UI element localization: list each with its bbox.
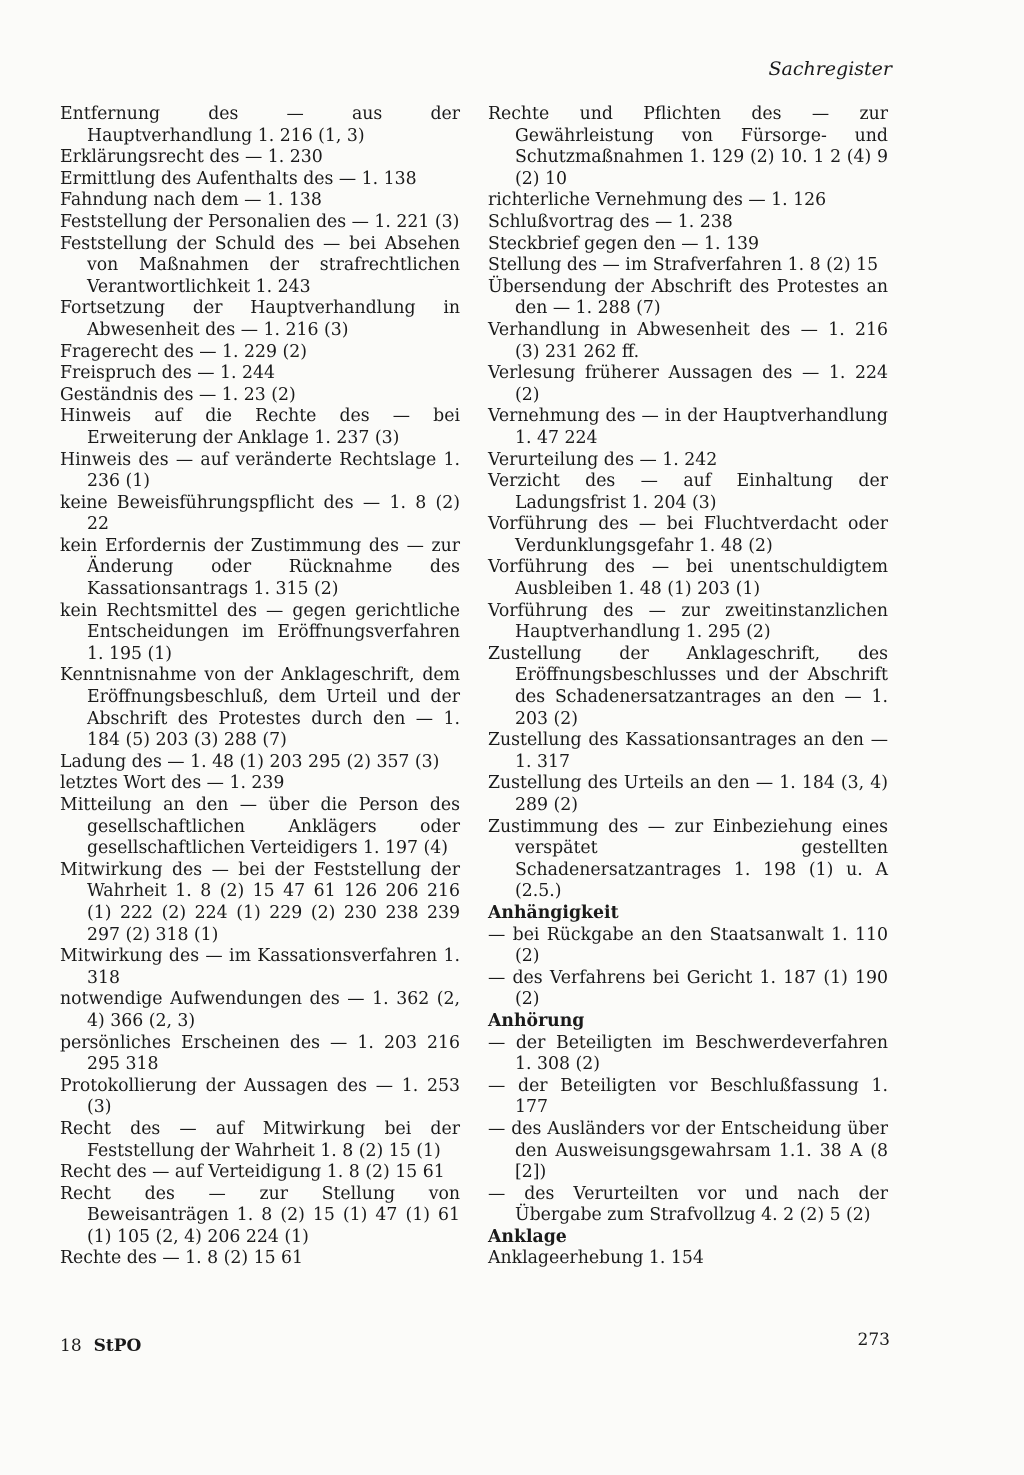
index-subentry: — der Beteiligten vor Beschlußfassung 1. 177 xyxy=(488,1075,888,1118)
index-entry: Anklageerhebung 1. 154 xyxy=(488,1248,704,1269)
index-entry: Mitwirkung des — bei der Feststellung der Wahrheit 1. 8 (2) 15 47 61 126 206 216 (1) 222 (2) 224 (1) 229 (2) 230 238 239 297 (2) 318 (1) xyxy=(60,859,460,945)
index-entry: Vorführung des — bei unentschuldigtem Ausbleiben 1. 48 (1) 203 (1) xyxy=(488,557,888,600)
index-entry: Verlesung früherer Aussagen des — 1. 224 (2) xyxy=(488,363,888,405)
index-entry: Verzicht des — auf Einhaltung der Ladungsfrist 1. 204 (3) xyxy=(488,471,888,513)
index-entry: Schlußvortrag des — 1. 238 xyxy=(488,211,733,232)
index-entry: Fortsetzung der Hauptverhandlung in Abwesenheit des — 1. 216 (3) xyxy=(60,298,460,340)
index-entry: Zustellung der Anklageschrift, des Eröffnungsbeschlusses und der Abschrift des Schadenersatzantrages an den — 1. 203 (2) xyxy=(488,643,888,729)
index-entry: Mitwirkung des — im Kassationsverfahren 1. 318 xyxy=(60,946,460,988)
index-entry: Ladung des — 1. 48 (1) 203 295 (2) 357 (3) xyxy=(60,751,440,772)
index-entry: Fahndung nach dem — 1. 138 xyxy=(60,190,322,211)
index-entry: Zustellung des Urteils an den — 1. 184 (3, 4) 289 (2) xyxy=(488,773,888,815)
index-heading: Anhörung xyxy=(488,1010,585,1031)
page-header-title: Sachregister xyxy=(768,58,892,80)
index-entry: Zustellung des Kassationsantrages an den — 1. 317 xyxy=(488,730,888,772)
page-number: 273 xyxy=(857,1330,890,1350)
index-entry: kein Erfordernis der Zustimmung des — zur Änderung oder Rücknahme des Kassationsantrags 1. 315 (2) xyxy=(60,535,460,600)
index-entry: Vorführung des — bei Fluchtverdacht oder Verdunklungsgefahr 1. 48 (2) xyxy=(488,514,888,556)
index-entry: Geständnis des — 1. 23 (2) xyxy=(60,384,296,405)
index-entry: Protokollierung der Aussagen des — 1. 253 (3) xyxy=(60,1075,460,1118)
signature-mark xyxy=(60,1336,141,1356)
index-subentry: — bei Rückgabe an den Staatsanwalt 1. 110 (2) xyxy=(488,924,888,967)
index-entry: richterliche Vernehmung des — 1. 126 xyxy=(488,190,827,211)
index-entry: Stellung des — im Strafverfahren 1. 8 (2) 15 xyxy=(488,255,879,276)
index-entry: Feststellung der Schuld des — bei Absehen von Maßnahmen der strafrechtlichen Verantwortlichkeit 1. 243 xyxy=(60,233,460,297)
index-entry: Recht des — auf Mitwirkung bei der Feststellung der Wahrheit 1. 8 (2) 15 (1) xyxy=(60,1118,460,1161)
index-entry: keine Beweisführungspflicht des — 1. 8 (2) 22 xyxy=(60,492,460,535)
index-subentry: — des Verfahrens bei Gericht 1. 187 (1) 190 (2) xyxy=(488,967,888,1010)
index-entry: Erklärungsrecht des — 1. 230 xyxy=(60,147,323,168)
index-entry: Recht des — zur Stellung von Beweisanträgen 1. 8 (2) 15 (1) 47 (1) 61 (1) 105 (2, 4) 206 224 (1) xyxy=(60,1183,460,1247)
index-entry: kein Rechtsmittel des — gegen gerichtliche Entscheidungen im Eröffnungsverfahren 1. 195 (1) xyxy=(60,600,460,664)
index-entry: Mitteilung an den — über die Person des gesellschaftlichen Anklägers oder gesellschaftlichen Verteidigers 1. 197 (4) xyxy=(60,795,460,859)
index-entry: Recht des — auf Verteidigung 1. 8 (2) 15 61 xyxy=(60,1162,445,1183)
index-subentry: — des Ausländers vor der Entscheidung über den Ausweisungsgewahrsam 1.1. 38 A (8 [2]) xyxy=(488,1118,888,1183)
index-entry: Kenntnisnahme von der Anklageschrift, dem Eröffnungsbeschluß, dem Urteil und der Abschrift des Protestes durch den — 1. 184 (5) 203 (3) 288 (7) xyxy=(60,665,460,751)
index-entry: letztes Wort des — 1. 239 xyxy=(60,773,285,794)
index-entry: Hinweis auf die Rechte des — bei Erweiterung der Anklage 1. 237 (3) xyxy=(60,406,460,448)
index-entry: Rechte und Pflichten des — zur Gewährleistung von Fürsorge- und Schutzmaßnahmen 1. 129 (2) 10. 1 2 (4) 9 (2) 10 xyxy=(488,104,888,189)
index-heading: Anklage xyxy=(488,1226,567,1247)
index-entry: persönliches Erscheinen des — 1. 203 216 295 318 xyxy=(60,1032,460,1075)
index-subentry: — des Verurteilten vor und nach der Übergabe zum Strafvollzug 4. 2 (2) 5 (2) xyxy=(488,1183,888,1226)
index-entry: Vernehmung des — in der Hauptverhandlung 1. 47 224 xyxy=(488,406,888,448)
index-entry: Feststellung der Personalien des — 1. 221 (3) xyxy=(60,211,460,232)
index-column-right xyxy=(488,104,888,1270)
index-entry: Verhandlung in Abwesenheit des — 1. 216 (3) 231 262 ff. xyxy=(488,319,888,362)
signature-label: StPO xyxy=(93,1336,142,1356)
index-entry: Hinweis des — auf veränderte Rechtslage 1. 236 (1) xyxy=(60,449,460,492)
index-entry: Entfernung des — aus der Hauptverhandlung 1. 216 (1, 3) xyxy=(60,104,460,146)
index-entry: Übersendung der Abschrift des Protestes an den — 1. 288 (7) xyxy=(488,276,888,319)
index-entry: Zustimmung des — zur Einbeziehung eines verspätet gestellten Schadenersatzantrages 1. 198 (1) u. A (2.5.) xyxy=(488,816,888,902)
index-entry: notwendige Aufwendungen des — 1. 362 (2, 4) 366 (2, 3) xyxy=(60,989,460,1031)
index-entry: Vorführung des — zur zweitinstanzlichen Hauptverhandlung 1. 295 (2) xyxy=(488,600,888,643)
index-entry: Ermittlung des Aufenthalts des — 1. 138 xyxy=(60,168,417,189)
index-entry: Freispruch des — 1. 244 xyxy=(60,363,276,384)
index-entry: Steckbrief gegen den — 1. 139 xyxy=(488,233,759,254)
index-entry: Verurteilung des — 1. 242 xyxy=(488,449,718,470)
index-subentry: — der Beteiligten im Beschwerdeverfahren 1. 308 (2) xyxy=(488,1032,888,1075)
index-heading: Anhängigkeit xyxy=(488,902,619,923)
index-entry: Rechte des — 1. 8 (2) 15 61 xyxy=(60,1248,304,1269)
index-column-left xyxy=(60,104,460,1270)
index-entry: Fragerecht des — 1. 229 (2) xyxy=(60,341,307,362)
signature-number: 18 xyxy=(60,1336,82,1356)
